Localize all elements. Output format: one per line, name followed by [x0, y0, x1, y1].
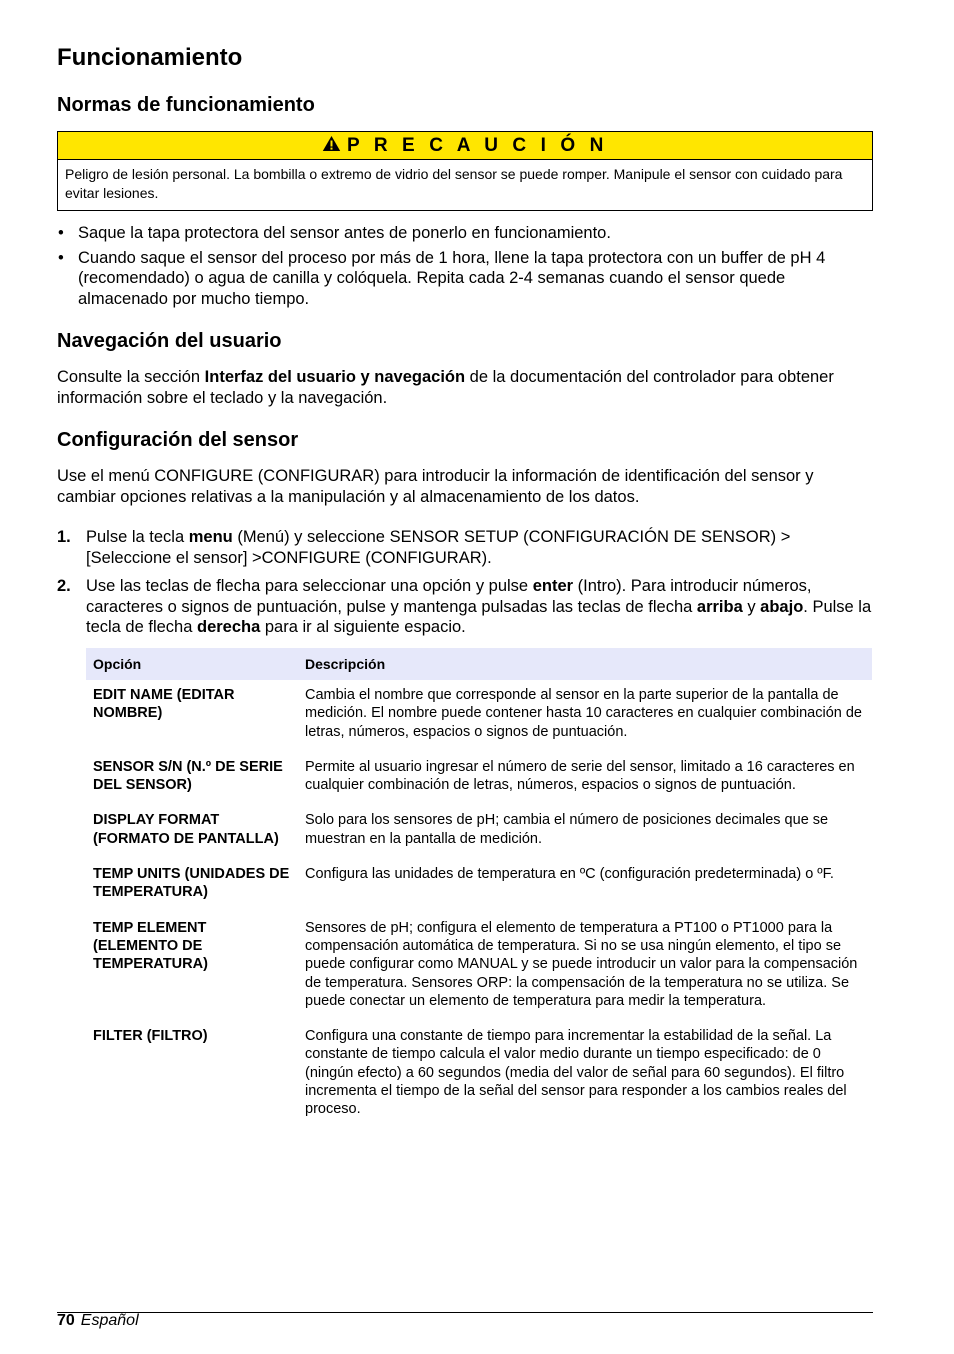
option-description: Sensores de pH; configura el elemento de temperatura a PT100 o PT1000 para la compensación automática de temperatura. Si no se usa ningún elemento, el tipo se puede configurar como MANUAL y se puede introducir un valor para la compensación de temperatura. Sensores ORP: la compensación de la temperatura no se utiliza. Se puede conectar un elemento de temperatura para medir la temperatura.	[305, 919, 858, 1009]
option-description: Configura una constante de tiempo para incrementar la estabilidad de la señal. La constante de tiempo calcula el valor medio durante un tiempo especificado: de 0 (ningún efecto) a 60 segundos (media del valor de señal para 60 segundos). El filtro incrementa el tiempo de la señal del sensor para responder a los cambios reales del proceso.	[305, 1028, 847, 1118]
table-row	[86, 860, 872, 914]
list-item	[57, 223, 873, 244]
caution-header	[58, 132, 872, 160]
footer-divider	[57, 1312, 873, 1313]
list-item-text: Cuando saque el sensor del proceso por más de 1 hora, llene la tapa protectora con un buffer de pH 4 (recomendado) o agua de canilla y colóquela. Repita cada 2-4 semanas cuando el sensor quede almacenado por mucho tiempo.	[78, 248, 826, 308]
bullet-list	[57, 223, 873, 313]
step-number: 2.	[57, 577, 71, 595]
option-name: DISPLAY FORMAT (FORMATO DE PANTALLA)	[93, 812, 279, 847]
text-run: para ir al siguiente espacio.	[260, 618, 466, 636]
cross-reference: Interfaz del usuario y navegación	[204, 368, 466, 386]
column-header-description: Descripción	[298, 648, 872, 680]
steps-list	[57, 527, 873, 646]
option-description: Permite al usuario ingresar el número de serie del sensor, limitado a 16 caracteres en cualquier combinación de letras, números, espacios o signos de puntuación.	[305, 758, 855, 794]
caution-box	[57, 131, 873, 211]
bullet-marker: •	[58, 248, 64, 267]
bullet-marker: •	[58, 224, 64, 242]
step-number: 1.	[57, 528, 71, 546]
key-name: derecha	[197, 618, 261, 636]
section-heading-navegacion: Navegación del usuario	[57, 330, 282, 352]
caution-text: Peligro de lesión personal. La bombilla o extremo de vidrio del sensor se puede romper. Manipule el sensor con cuidado para evitar lesiones.	[65, 166, 843, 201]
list-item-text: Saque la tapa protectora del sensor antes de ponerlo en funcionamiento.	[78, 224, 611, 242]
option-name: FILTER (FILTRO)	[93, 1028, 208, 1045]
table-row	[86, 806, 872, 860]
table-row	[86, 680, 872, 753]
table-row	[86, 1022, 872, 1130]
table-header-row	[86, 648, 872, 680]
key-name: arriba	[696, 597, 743, 616]
step-item	[57, 576, 873, 638]
option-description: Cambia el nombre que corresponde al sensor en la parte superior de la pantalla de medición. El nombre puede contener hasta 10 caracteres en cualquier combinación de letras, números, espacios o signos de puntuación.	[305, 687, 862, 740]
option-name: TEMP ELEMENT (ELEMENTO DE TEMPERATURA)	[93, 919, 208, 973]
text-run: de la documentación del controlador para obtener información sobre el teclado y la navegación.	[57, 368, 834, 407]
option-description: Configura las unidades de temperatura en ºC (configuración predeterminada) o ºF.	[305, 866, 834, 883]
key-name: enter	[532, 577, 574, 595]
page-number: 70	[57, 1312, 75, 1329]
text-run: Use las teclas de flecha para seleccionar una opción y pulse	[86, 577, 533, 595]
section-heading-configuracion: Configuración del sensor	[57, 429, 299, 451]
navegacion-paragraph	[57, 367, 873, 408]
caution-label: P R E C A U C I Ó N	[347, 134, 608, 156]
step-item	[57, 527, 873, 568]
key-name: abajo	[760, 597, 804, 616]
footer-language: Español	[80, 1312, 139, 1329]
key-name: menu	[188, 528, 233, 546]
text-run: . Pulse la tecla de flecha	[86, 597, 872, 636]
text-run: y	[742, 597, 761, 616]
warning-triangle-icon	[322, 135, 341, 157]
option-name: TEMP UNITS (UNIDADES DE TEMPERATURA)	[93, 866, 290, 901]
option-description: Solo para los sensores de pH; cambia el número de posiciones decimales que se muestran en la pantalla de medición.	[305, 812, 829, 847]
page-footer	[57, 1312, 139, 1330]
options-table	[86, 648, 872, 1131]
table-row	[86, 753, 872, 807]
text-run: Pulse la tecla	[86, 528, 189, 546]
table-row	[86, 914, 872, 1022]
text-run: (Menú) y seleccione SENSOR SETUP (CONFIGURACIÓN DE SENSOR) > [Seleccione el sensor] >CONFIGURE (CONFIGURAR).	[86, 528, 791, 567]
text-run: Consulte la sección	[57, 368, 205, 386]
page-title: Funcionamiento	[57, 44, 243, 71]
option-name: EDIT NAME (EDITAR NOMBRE)	[93, 687, 235, 722]
config-intro-paragraph: Use el menú CONFIGURE (CONFIGURAR) para introducir la información de identificación del sensor y cambiar opciones relativas a la manipulación y al almacenamiento de los datos.	[57, 467, 814, 506]
column-header-option: Opción	[86, 648, 298, 680]
option-name: SENSOR S/N (N.º DE SERIE DEL SENSOR)	[93, 758, 283, 794]
text-run: (Intro). Para introducir números, caracteres o signos de puntuación, pulse y mantenga pulsadas las teclas de flecha	[86, 577, 812, 616]
section-heading-normas: Normas de funcionamiento	[57, 94, 315, 116]
list-item	[57, 248, 873, 310]
